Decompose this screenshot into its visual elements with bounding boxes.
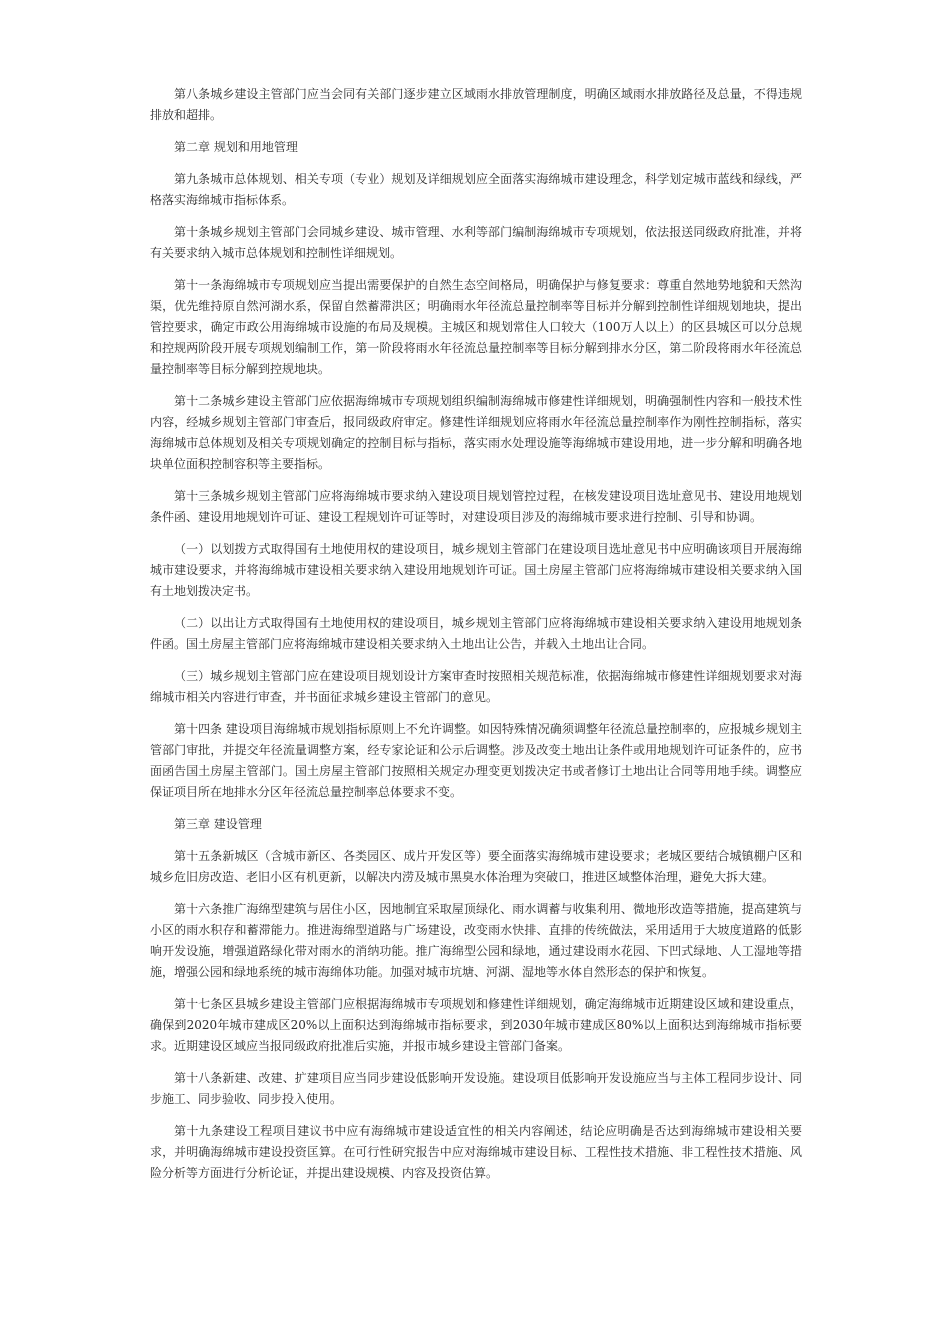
chapter-2-heading: 第二章 规划和用地管理 — [174, 140, 298, 154]
article-11: 第十一条海绵城市专项规划应当提出需要保护的自然生态空间格局，明确保护与修复要求：尊重自然地势地貌和天然沟渠，优先维持原自然河湖水系，保留自然蓄滞洪区；明确雨水年径流总量控制率等目标并分解到控制性详细规划地块，提出管控要求，确定市政公用海绵城市设施的布局及规模。主城区和规划常住人口较大（100万人以上）的区县城区可以分总规和控规两阶段开展专项规划编制工作，第一阶段将雨水年径流总量控制率等目标分解到排水分区，第二阶段将雨水年径流总量控制率等目标分解到控规地块。 — [150, 278, 802, 376]
article-19: 第十九条建设工程项目建议书中应有海绵城市建设适宜性的相关内容阐述，结论应明确是否达到海绵城市建设相关要求，并明确海绵城市建设投资匡算。在可行性研究报告中应对海绵城市建设目标、工程性技术措施、非工程性技术措施、风险分析等方面进行分析论证，并提出建设规模、内容及投资估算。 — [150, 1124, 802, 1180]
article-13: 第十三条城乡规划主管部门应将海绵城市要求纳入建设项目规划管控过程，在核发建设项目选址意见书、建设用地规划条件函、建设用地规划许可证、建设工程规划许可证等时，对建设项目涉及的海绵城市要求进行控制、引导和协调。 — [150, 489, 802, 524]
article-8: 第八条城乡建设主管部门应当会同有关部门逐步建立区域雨水排放管理制度，明确区域雨水排放路径及总量，不得违规排放和超排。 — [150, 87, 802, 122]
article-12: 第十二条城乡建设主管部门应依据海绵城市专项规划组织编制海绵城市修建性详细规划，明确强制性内容和一般技术性内容，经城乡规划主管部门审查后，报同级政府审定。修建性详细规划应将雨水年径流总量控制率作为刚性控制指标，落实海绵城市总体规划及相关专项规划确定的控制目标与指标，落实雨水处理设施等海绵城市建设用地，进一步分解和明确各地块单位面积控制容积等主要指标。 — [150, 394, 802, 471]
article-13-item-2: （二）以出让方式取得国有土地使用权的建设项目，城乡规划主管部门应将海绵城市建设相关要求纳入建设用地规划条件函。国土房屋主管部门应将海绵城市建设相关要求纳入土地出让公告，并载入土地出让合同。 — [150, 616, 802, 651]
article-17: 第十七条区县城乡建设主管部门应根据海绵城市专项规划和修建性详细规划，确定海绵城市近期建设区域和建设重点，确保到2020年城市建成区20%以上面积达到海绵城市指标要求，到2030年城市建成区80%以上面积达到海绵城市指标要求。近期建设区域应当报同级政府批准后实施，并报市城乡建设主管部门备案。 — [150, 997, 802, 1053]
article-14: 第十四条 建设项目海绵城市规划指标原则上不允许调整。如因特殊情况确须调整年径流总量控制率的，应报城乡规划主管部门审批，并提交年径流量调整方案，经专家论证和公示后调整。涉及改变土地出让条件或用地规划许可证条件的，应书面函告国土房屋主管部门。国土房屋主管部门按照相关规定办理变更划拨决定书或者修订土地出让合同等用地手续。调整应保证项目所在地排水分区年径流总量控制率总体要求不变。 — [150, 722, 802, 799]
article-13-item-1: （一）以划拨方式取得国有土地使用权的建设项目，城乡规划主管部门在建设项目选址意见书中应明确该项目开展海绵城市建设要求，并将海绵城市建设相关要求纳入建设用地规划许可证。国土房屋主管部门应将海绵城市建设相关要求纳入国有土地划拨决定书。 — [150, 542, 802, 598]
article-18: 第十八条新建、改建、扩建项目应当同步建设低影响开发设施。建设项目低影响开发设施应当与主体工程同步设计、同步施工、同步验收、同步投入使用。 — [150, 1071, 802, 1106]
article-13-item-3: （三）城乡规划主管部门应在建设项目规划设计方案审查时按照相关规范标准，依据海绵城市修建性详细规划要求对海绵城市相关内容进行审查，并书面征求城乡建设主管部门的意见。 — [150, 669, 802, 704]
article-16: 第十六条推广海绵型建筑与居住小区，因地制宜采取屋顶绿化、雨水调蓄与收集利用、微地形改造等措施，提高建筑与小区的雨水积存和蓄滞能力。推进海绵型道路与广场建设，改变雨水快排、直排的传统做法，采用适用于大坡度道路的低影响开发设施，增强道路绿化带对雨水的消纳功能。推广海绵型公园和绿地，通过建设雨水花园、下凹式绿地、人工湿地等措施，增强公园和绿地系统的城市海绵体功能。加强对城市坑塘、河湖、湿地等水体自然形态的保护和恢复。 — [150, 902, 802, 979]
article-9: 第九条城市总体规划、相关专项（专业）规划及详细规划应全面落实海绵城市建设理念，科学划定城市蓝线和绿线，严格落实海绵城市指标体系。 — [150, 172, 802, 207]
chapter-3-heading: 第三章 建设管理 — [174, 817, 262, 831]
article-15: 第十五条新城区（含城市新区、各类园区、成片开发区等）要全面落实海绵城市建设要求；老城区要结合城镇棚户区和城乡危旧房改造、老旧小区有机更新，以解决内涝及城市黑臭水体治理为突破口，推进区域整体治理，避免大拆大建。 — [150, 849, 802, 884]
document-body — [150, 84, 802, 1195]
article-10: 第十条城乡规划主管部门会同城乡建设、城市管理、水利等部门编制海绵城市专项规划，依法报送同级政府批准，并将有关要求纳入城市总体规划和控制性详细规划。 — [150, 225, 802, 260]
